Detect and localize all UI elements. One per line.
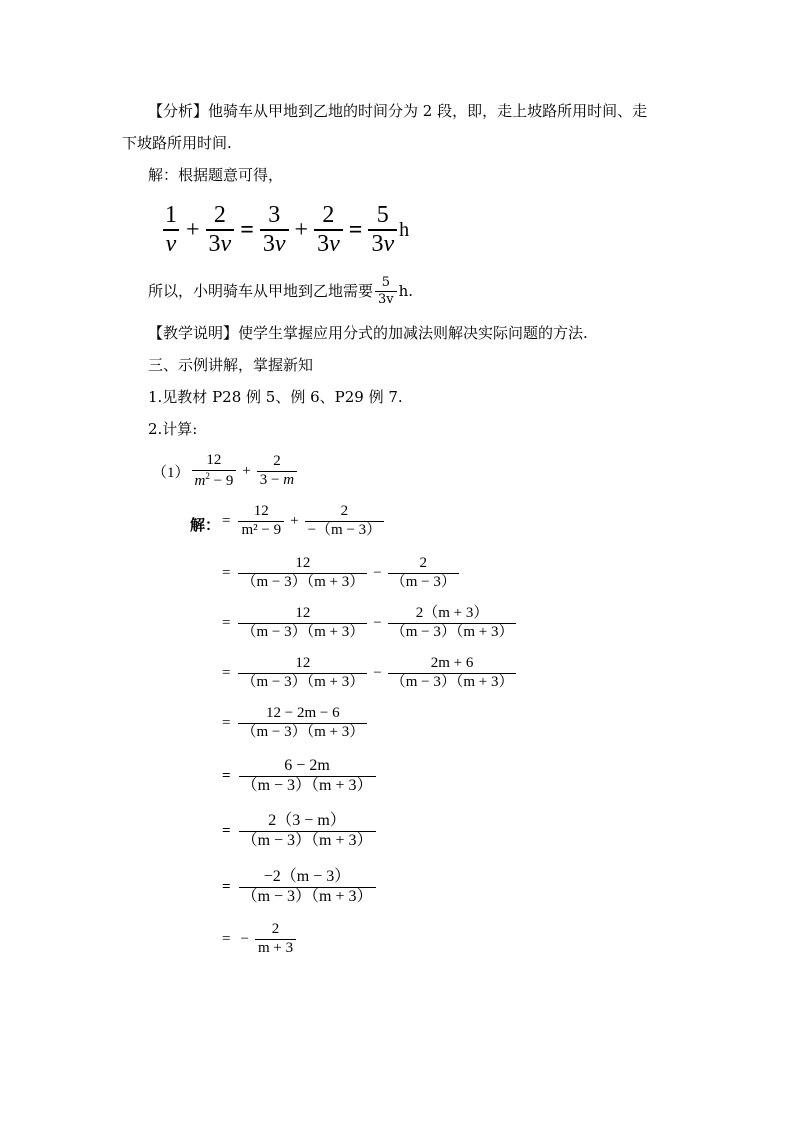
problem-1 — [152, 453, 299, 490]
section-title: 三、示例讲解，掌握新知 — [148, 356, 314, 374]
plus-sign: + — [242, 462, 251, 479]
equals-sign: = — [240, 216, 254, 243]
step-6: = $\frac{6 - 2m}{(m - 3)(m + 3)}$ — [222, 758, 378, 795]
fraction-5-over-3v: $\frac{5}{3v}$ — [368, 203, 397, 257]
formula-time-sum — [160, 203, 409, 257]
equals-sign: = — [348, 216, 363, 243]
plus-sign: + — [186, 216, 200, 243]
fraction-2-over-3v: $\frac{2}{3v}$ — [206, 203, 235, 257]
problem-label: （1） — [152, 464, 190, 481]
analysis-line-2: 下坡路所用时间. — [122, 134, 232, 152]
step-5: = $\frac{12 - 2m - 6}{(m - 3)(m + 3)}$ — [222, 706, 369, 741]
plus-sign: + — [294, 216, 309, 243]
step-1: = $\frac{12}{\text{m² − 9}}$ + $\frac{2}{-(m - 3)}$ — [222, 504, 386, 539]
problem-fraction-a: $\frac{12}{m^2 - 9}$ — [192, 453, 237, 490]
step-7: = $\frac{2(3 - m)}{(m - 3)(m + 3)}$ — [222, 813, 378, 850]
solution-label: 解： — [190, 516, 221, 534]
teaching-note: 【教学说明】使学生掌握应用分式的加减法则解决实际问题的方法. — [148, 324, 588, 342]
conclusion: 所以，小明骑车从甲地到乙地需要 $\frac{5}{3v}$ h. — [148, 275, 414, 307]
fraction-3-over-3v: $\frac{3}{3v}$ — [260, 203, 289, 257]
step-9: = − $\frac{2}{m + 3}$ — [222, 922, 298, 957]
item-1: 1.见教材 P28 例 5、例 6、P29 例 7. — [148, 388, 403, 406]
problem-fraction-b: $\frac{2}{3 - m}$ — [257, 454, 297, 489]
fraction-1-over-v: $\frac{1}{v}$ — [162, 203, 180, 257]
fraction-2-over-3v-b: $\frac{2}{3v}$ — [314, 203, 343, 257]
step-2: = $\frac{12}{(m - 3)(m + 3)}$ − $\frac{2}{(m - 3)}$ — [222, 556, 461, 591]
analysis-line-1: 【分析】他骑车从甲地到乙地的时间分为 2 段，即，走上坡路所用时间、走 — [148, 102, 648, 120]
solution-intro: 解：根据题意可得， — [148, 166, 284, 184]
unit-hours: h — [399, 218, 410, 241]
fraction-5-over-3v-inline: $\frac{5}{3v}$ — [375, 276, 397, 306]
step-3: = $\frac{12}{(m - 3)(m + 3)}$ − $\frac{2(m + 3)}{(m - 3)(m + 3)}$ — [222, 606, 518, 641]
step-8: = $\frac{-2(m - 3)}{(m - 3)(m + 3)}$ — [222, 869, 378, 906]
step-4: = $\frac{12}{(m - 3)(m + 3)}$ − $\frac{2m + 6}{(m - 3)(m + 3)}$ — [222, 656, 518, 691]
item-2: 2.计算: — [148, 420, 198, 438]
